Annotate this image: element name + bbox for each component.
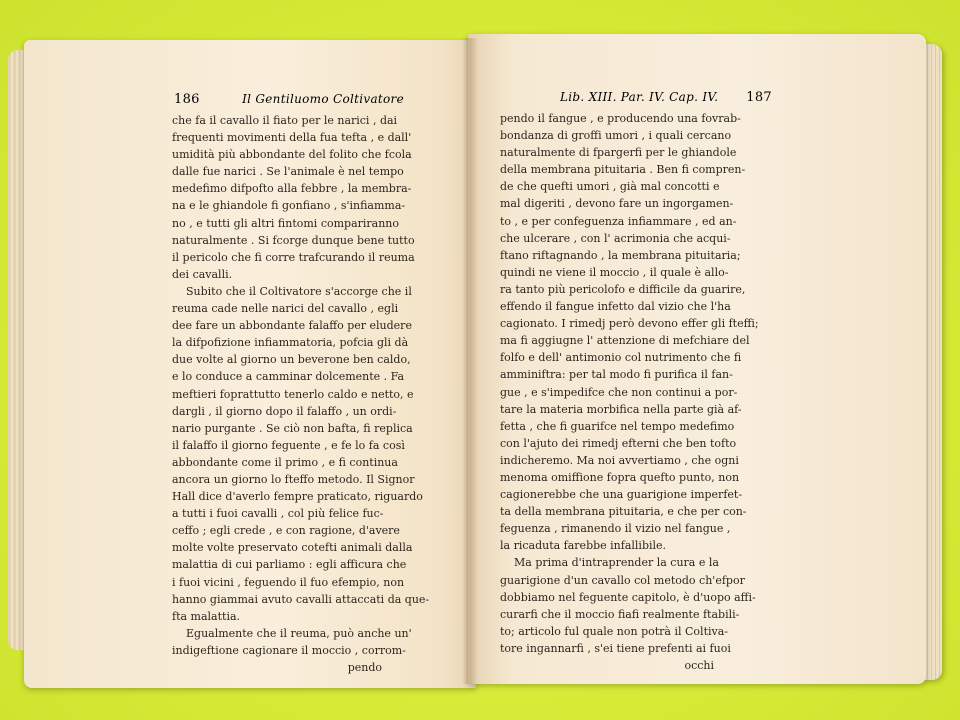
left-page-header	[174, 92, 404, 107]
right-running-head: Lib. XIII. Par. IV. Cap. IV.	[560, 90, 719, 104]
text-line: effendo il fangue infetto dal vizio che l'ha	[500, 300, 731, 314]
text-line: due volte al giorno un beverone ben caldo,	[172, 353, 411, 367]
text-line: quindi ne viene il moccio , il quale è allo-	[500, 265, 729, 279]
text-line: to; articolo ful quale non potrà il Coltiva-	[500, 624, 729, 638]
text-line: pendo il fangue , e producendo una fovrab-	[500, 112, 741, 125]
text-line: cagionato. I rimedj però devono effer gli fteffi;	[500, 317, 759, 331]
text-line: folfo e dell' antimonio col nutrimento che fi	[500, 351, 742, 365]
text-line: dee fare un abbondante falaffo per eludere	[172, 319, 412, 333]
text-line: Egualmente che il reuma, può anche un'	[186, 626, 412, 640]
text-line: ftano riftagnando , la membrana pituitaria;	[500, 248, 741, 262]
text-line: ma fi aggiugne l' attenzione di mefchiare del	[500, 334, 750, 348]
text-line: malattia di cui parliamo : egli afficura che	[172, 558, 407, 572]
text-line: de che quefti umori , già mal concotti e	[500, 180, 720, 194]
text-line: meftieri foprattutto tenerlo caldo e netto, e	[172, 387, 414, 401]
text-line: tare la materia morbifica nella parte già af-	[500, 402, 742, 416]
text-line: curarfi che il moccio fiafi realmente ftabili-	[500, 607, 740, 621]
text-line: con l'ajuto dei rimedj efterni che ben tofto	[500, 436, 737, 450]
text-line: fetta , che fi guarifce nel tempo medefimo	[500, 419, 735, 433]
left-running-head: Il Gentiluomo Coltivatore	[242, 92, 404, 106]
left-page-text	[172, 112, 442, 676]
text-line: dargli , il giorno dopo il falaffo , un ordi-	[172, 404, 397, 418]
text-line: tore ingannarfi , s'ei tiene prefenti ai fuoi	[500, 641, 731, 655]
text-line: fta malattia.	[172, 609, 241, 623]
text-line: molte volte preservato cotefti animali dalla	[172, 541, 413, 555]
text-line: i fuoi vicini , feguendo il fuo efempio, non	[172, 575, 405, 589]
text-line: umidità più abbondante del folito che fcola	[172, 148, 412, 162]
text-line: la ricaduta farebbe infallibile.	[500, 539, 667, 553]
text-line: dobbiamo nel feguente capitolo, è d'uopo affi-	[500, 590, 756, 604]
text-line: che ulcerare , con l' acrimonia che acqui-	[500, 231, 731, 245]
text-line: ancora un giorno lo fteffo metodo. Il Signor	[172, 472, 415, 486]
text-line: la difpofizione infiammatoria, pofcia gli dà	[172, 336, 409, 350]
text-line: a tutti i fuoi cavalli , col più felice fuc-	[172, 507, 384, 521]
text-line: e lo conduce a camminar dolcemente . Fa	[172, 370, 405, 384]
text-line: nario purgante . Se ciò non bafta, fi replica	[172, 421, 413, 435]
text-line: cagionerebbe che una guarigione imperfet-	[500, 488, 743, 502]
text-line: il falaffo il giorno feguente , e fe lo fa così	[172, 438, 405, 452]
text-line: pendo	[347, 661, 382, 674]
text-line: dalle fue narici . Se l'animale è nel tempo	[172, 165, 404, 179]
text-line: Hall dice d'averlo fempre praticato, riguardo	[172, 490, 423, 504]
text-line: il pericolo che fi corre trafcurando il reuma	[172, 250, 415, 264]
text-line: abbondante come il primo , e fi continua	[172, 455, 398, 469]
text-line: della membrana pituitaria . Ben fi compren-	[500, 163, 746, 177]
text-line: mal digeriti , devono fare un ingorgamen-	[500, 197, 734, 211]
right-page-number: 187	[746, 90, 772, 105]
right-page-text	[500, 110, 774, 674]
text-line: indicheremo. Ma noi avvertiamo , che ogni	[500, 453, 739, 467]
text-line: naturalmente . Si fcorge dunque bene tutto	[172, 233, 415, 247]
text-line: indigeftione cagionare il moccio , corrom-	[172, 643, 406, 657]
text-line: reuma cade nelle narici del cavallo , egli	[172, 302, 399, 316]
text-line: che fa il cavallo il fiato per le narici , dai	[172, 114, 398, 127]
text-line: occhi	[684, 659, 714, 672]
text-line: feguenza , rimanendo il vizio nel fangue ,	[500, 522, 731, 536]
text-line: bondanza di groffi umori , i quali cercano	[500, 129, 732, 143]
text-line: ceffo ; egli crede , e con ragione, d'avere	[172, 524, 400, 538]
text-line: gue , e s'impedifce che non continui a por-	[500, 385, 738, 399]
book-gutter	[462, 38, 478, 684]
text-line: Ma prima d'intraprender la cura e la	[514, 556, 719, 570]
text-line: dei cavalli.	[172, 267, 233, 281]
left-page-number: 186	[174, 92, 200, 107]
text-line: amminiftra: per tal modo fi purifica il fan-	[500, 368, 733, 382]
text-line: ta della membrana pituitaria, e che per con-	[500, 505, 747, 519]
text-line: guarigione d'un cavallo col metodo ch'efpor	[500, 573, 745, 587]
text-line: hanno giammai avuto cavalli attaccati da que-	[172, 592, 430, 606]
right-page-header	[560, 90, 772, 105]
text-line: no , e tutti gli altri fintomi compariranno	[172, 216, 400, 230]
text-line: ra tanto più pericolofo e difficile da guarire,	[500, 282, 746, 296]
text-line: medefimo difpofto alla febbre , la membra-	[172, 182, 412, 196]
text-line: frequenti movimenti della fua tefta , e dall'	[172, 131, 412, 145]
text-line: naturalmente di fpargerfi per le ghiandole	[500, 146, 737, 160]
text-line: Subito che il Coltivatore s'accorge che il	[186, 284, 412, 298]
text-line: to , e per confeguenza infiammare , ed an-	[500, 214, 737, 228]
text-line: na e le ghiandole fi gonfiano , s'infiamma-	[172, 199, 406, 213]
text-line: menoma omiffione fopra quefto punto, non	[500, 470, 740, 484]
